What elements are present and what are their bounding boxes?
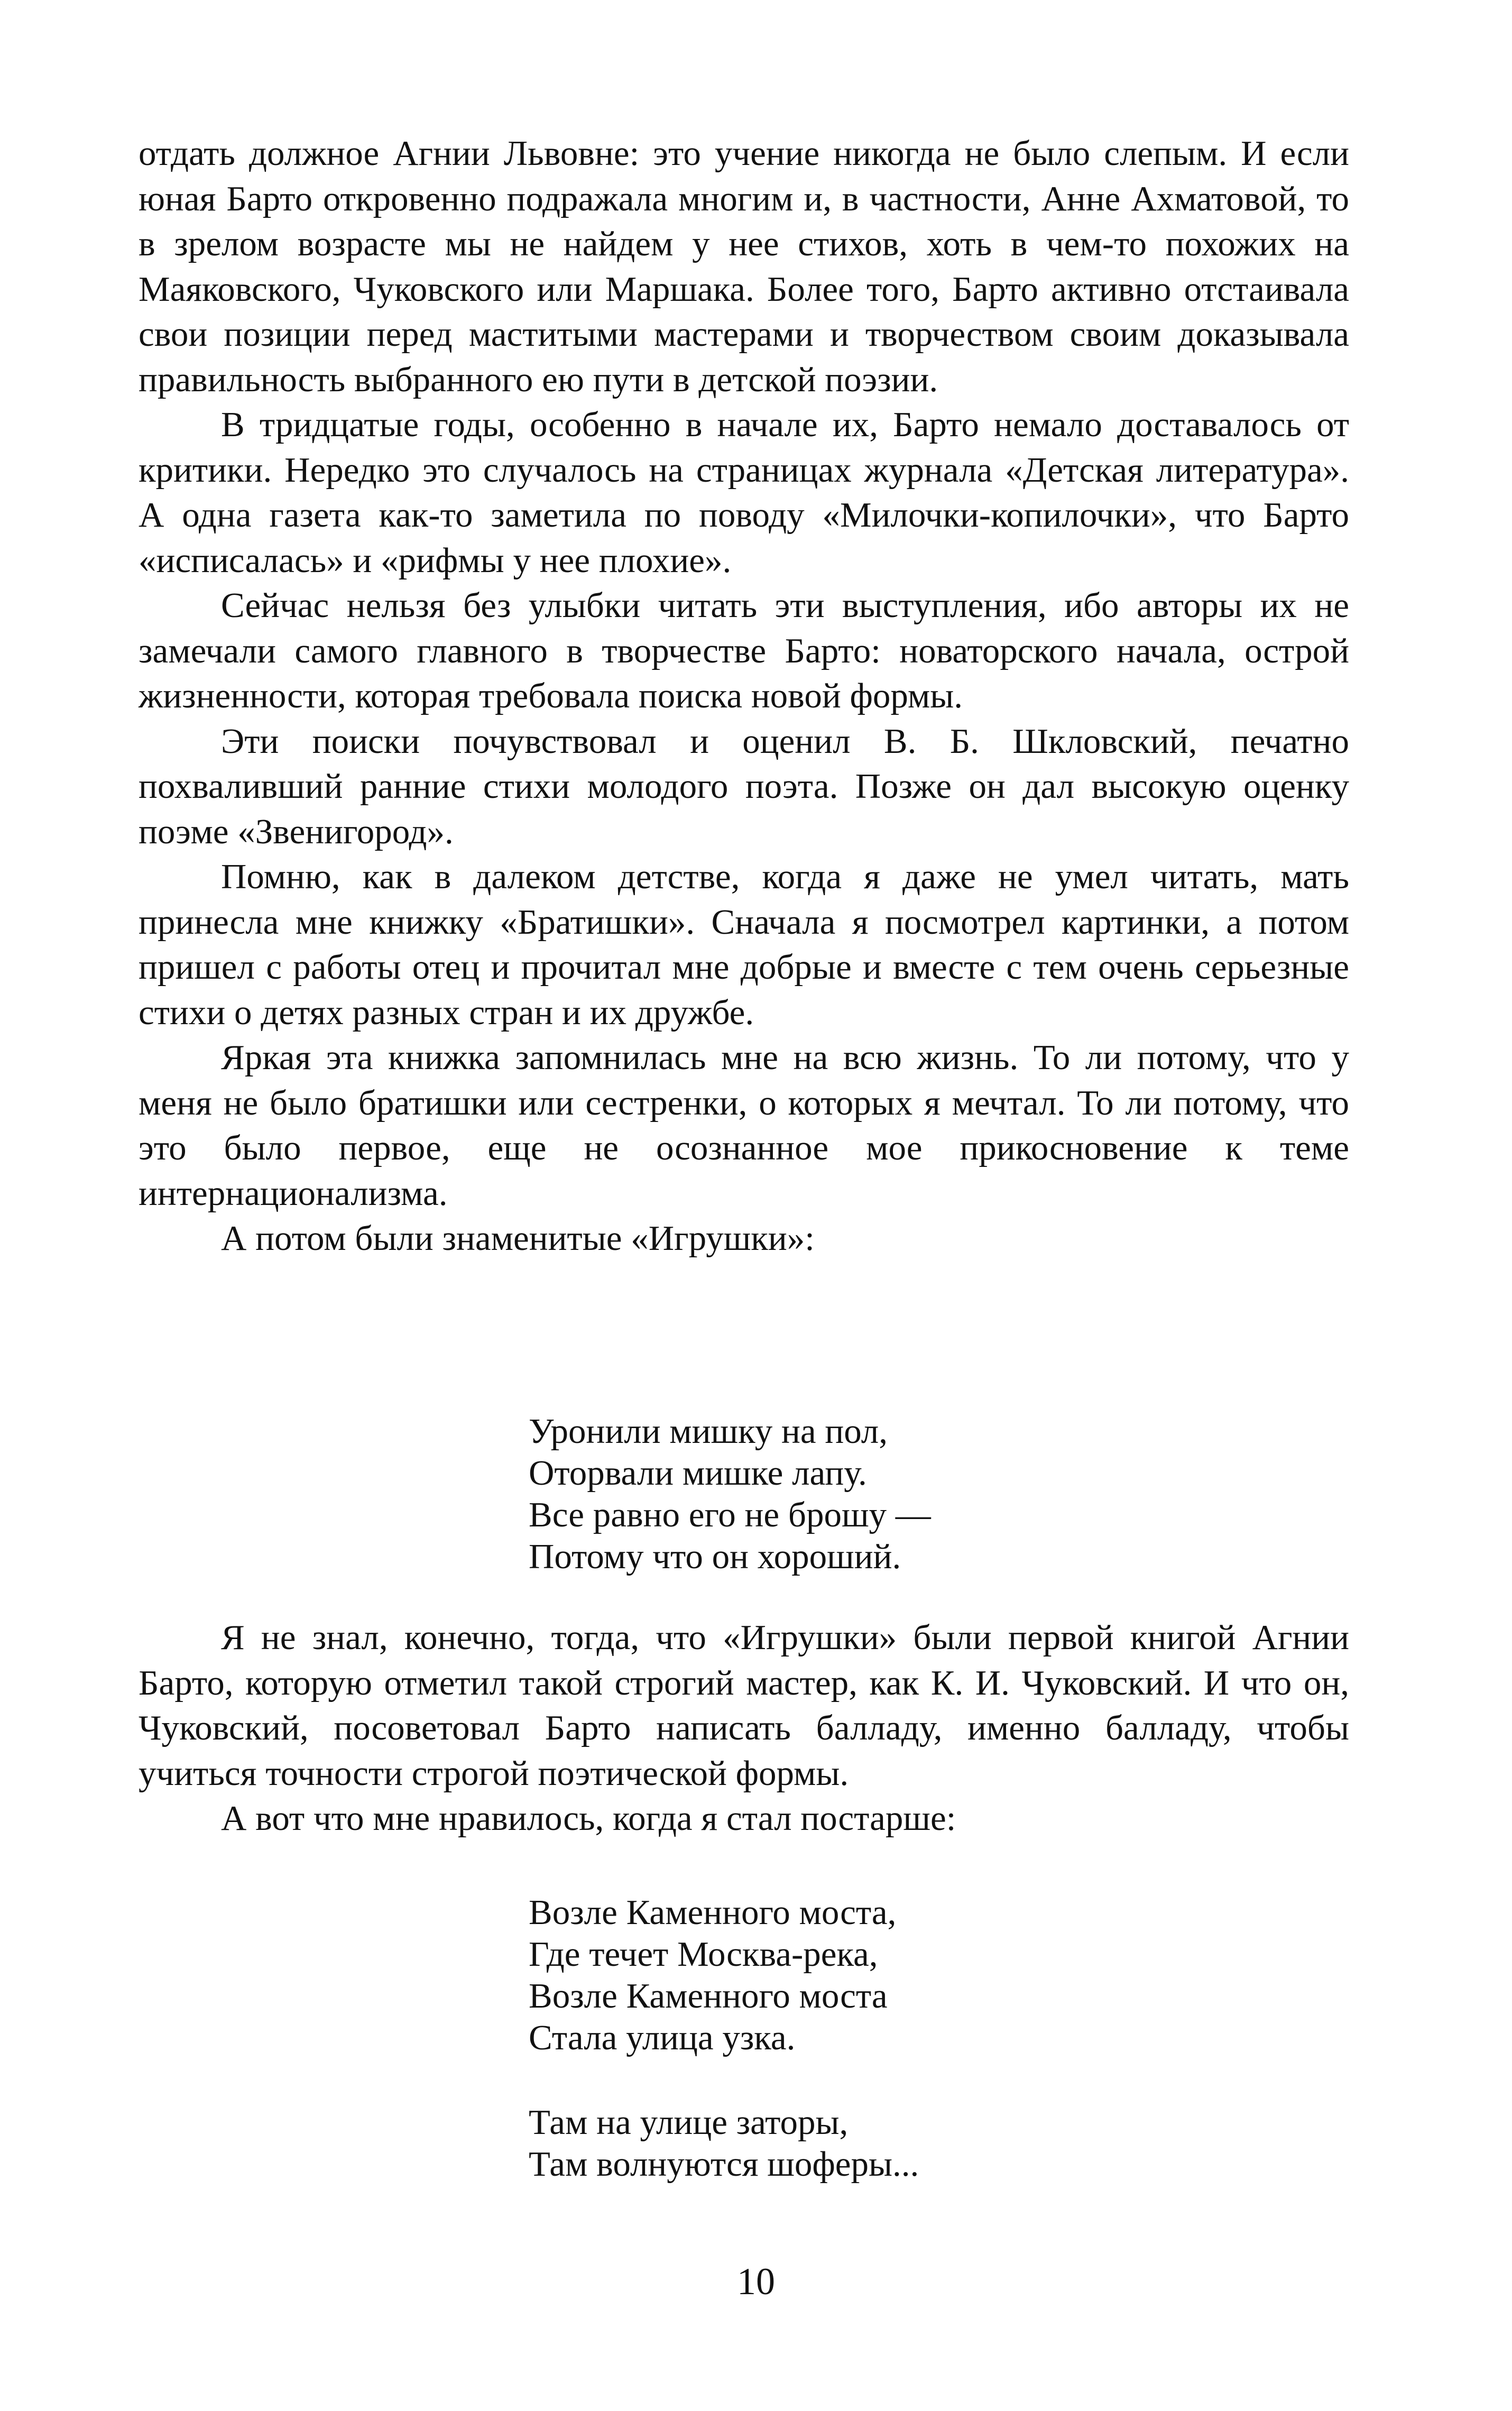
poem-line: Возле Каменного моста — [529, 1976, 888, 2016]
paragraph-continuation: отдать должное Агнии Львовне: это учение никогда не было слепым. И если юная Барто откровенно подражала многим и, в частности, Анне Ахматовой, то в зрелом возрасте мы не найдем у нее стихов, хоть в чем-то похожих на Маяковского, Чуковского или Маршака. Более того, Барто активно отстаивала свои позиции перед маститыми мастерами и творчеством своим доказывала правильность выбранного ею пути в детской поэзии. — [139, 134, 1349, 399]
poem-igrushki — [529, 1411, 931, 1578]
poem-stone-bridge-stanza-2 — [529, 2102, 919, 2185]
page-number: 10 — [737, 2260, 775, 2303]
paragraph-memory: Яркая эта книжка запомнилась мне на всю жизнь. То ли потому, что у меня не было братишки или сестренки, о которых я мечтал. То ли потому, что это было первое, еще не осознанное мое прикосновение к теме интернационализма. — [139, 1038, 1349, 1213]
paragraph-igrushki-intro: А потом были знаменитые «Игрушки»: — [221, 1219, 815, 1258]
poem-line: Там на улице заторы, — [529, 2103, 849, 2142]
top-text-block — [139, 131, 1349, 1262]
poem-line: Оторвали мишке лапу. — [529, 1453, 867, 1493]
middle-text-block — [139, 1615, 1349, 1842]
poem-line: Все равно его не брошу — — [529, 1495, 931, 1534]
poem-line: Стала улица узка. — [529, 2018, 796, 2057]
poem-line: Возле Каменного моста, — [529, 1893, 897, 1932]
poem-line: Где течет Москва-река, — [529, 1935, 878, 1974]
poem-line: Потому что он хороший. — [529, 1537, 901, 1576]
poem-line: Уронили мишку на пол, — [529, 1412, 888, 1451]
poem-stone-bridge-stanza-1 — [529, 1892, 896, 2059]
paragraph-criticism: В тридцатые годы, особенно в начале их, Барто немало доставалось от критики. Нередко это случалось на страницах журнала «Детская литература». А одна газета как-то заметила по поводу «Милочки-копилочки», что Барто «исписалась» и «рифмы у нее плохие». — [139, 405, 1349, 580]
paragraph-chukovsky: Я не знал, конечно, тогда, что «Игрушки» были первой книгой Агнии Барто, которую отметил такой строгий мастер, как К. И. Чуковский. И что он, Чуковский, посоветовал Барто написать балладу, именно балладу, чтобы учиться точности строгой поэтической формы. — [139, 1618, 1349, 1793]
paragraph-poem-intro: А вот что мне нравилось, когда я стал постарше: — [221, 1799, 956, 1838]
paragraph-shklovsky: Эти поиски почувствовал и оценил В. Б. Шкловский, печатно похваливший ранние стихи молодого поэта. Позже он дал высокую оценку поэме «Звенигород». — [139, 721, 1349, 851]
paragraph-bratishki: Помню, как в далеком детстве, когда я даже не умел читать, мать принесла мне книжку «Братишки». Сначала я посмотрел картинки, а потом пришел с работы отец и прочитал мне добрые и вместе с тем очень серьезные стихи о детях разных стран и их дружбе. — [139, 857, 1349, 1032]
poem-line: Там волнуются шоферы... — [529, 2145, 919, 2184]
paragraph-innovation: Сейчас нельзя без улыбки читать эти выступления, ибо авторы их не замечали самого главного в творчестве Барто: новаторского начала, острой жизненности, которая требовала поиска новой формы. — [139, 586, 1349, 715]
